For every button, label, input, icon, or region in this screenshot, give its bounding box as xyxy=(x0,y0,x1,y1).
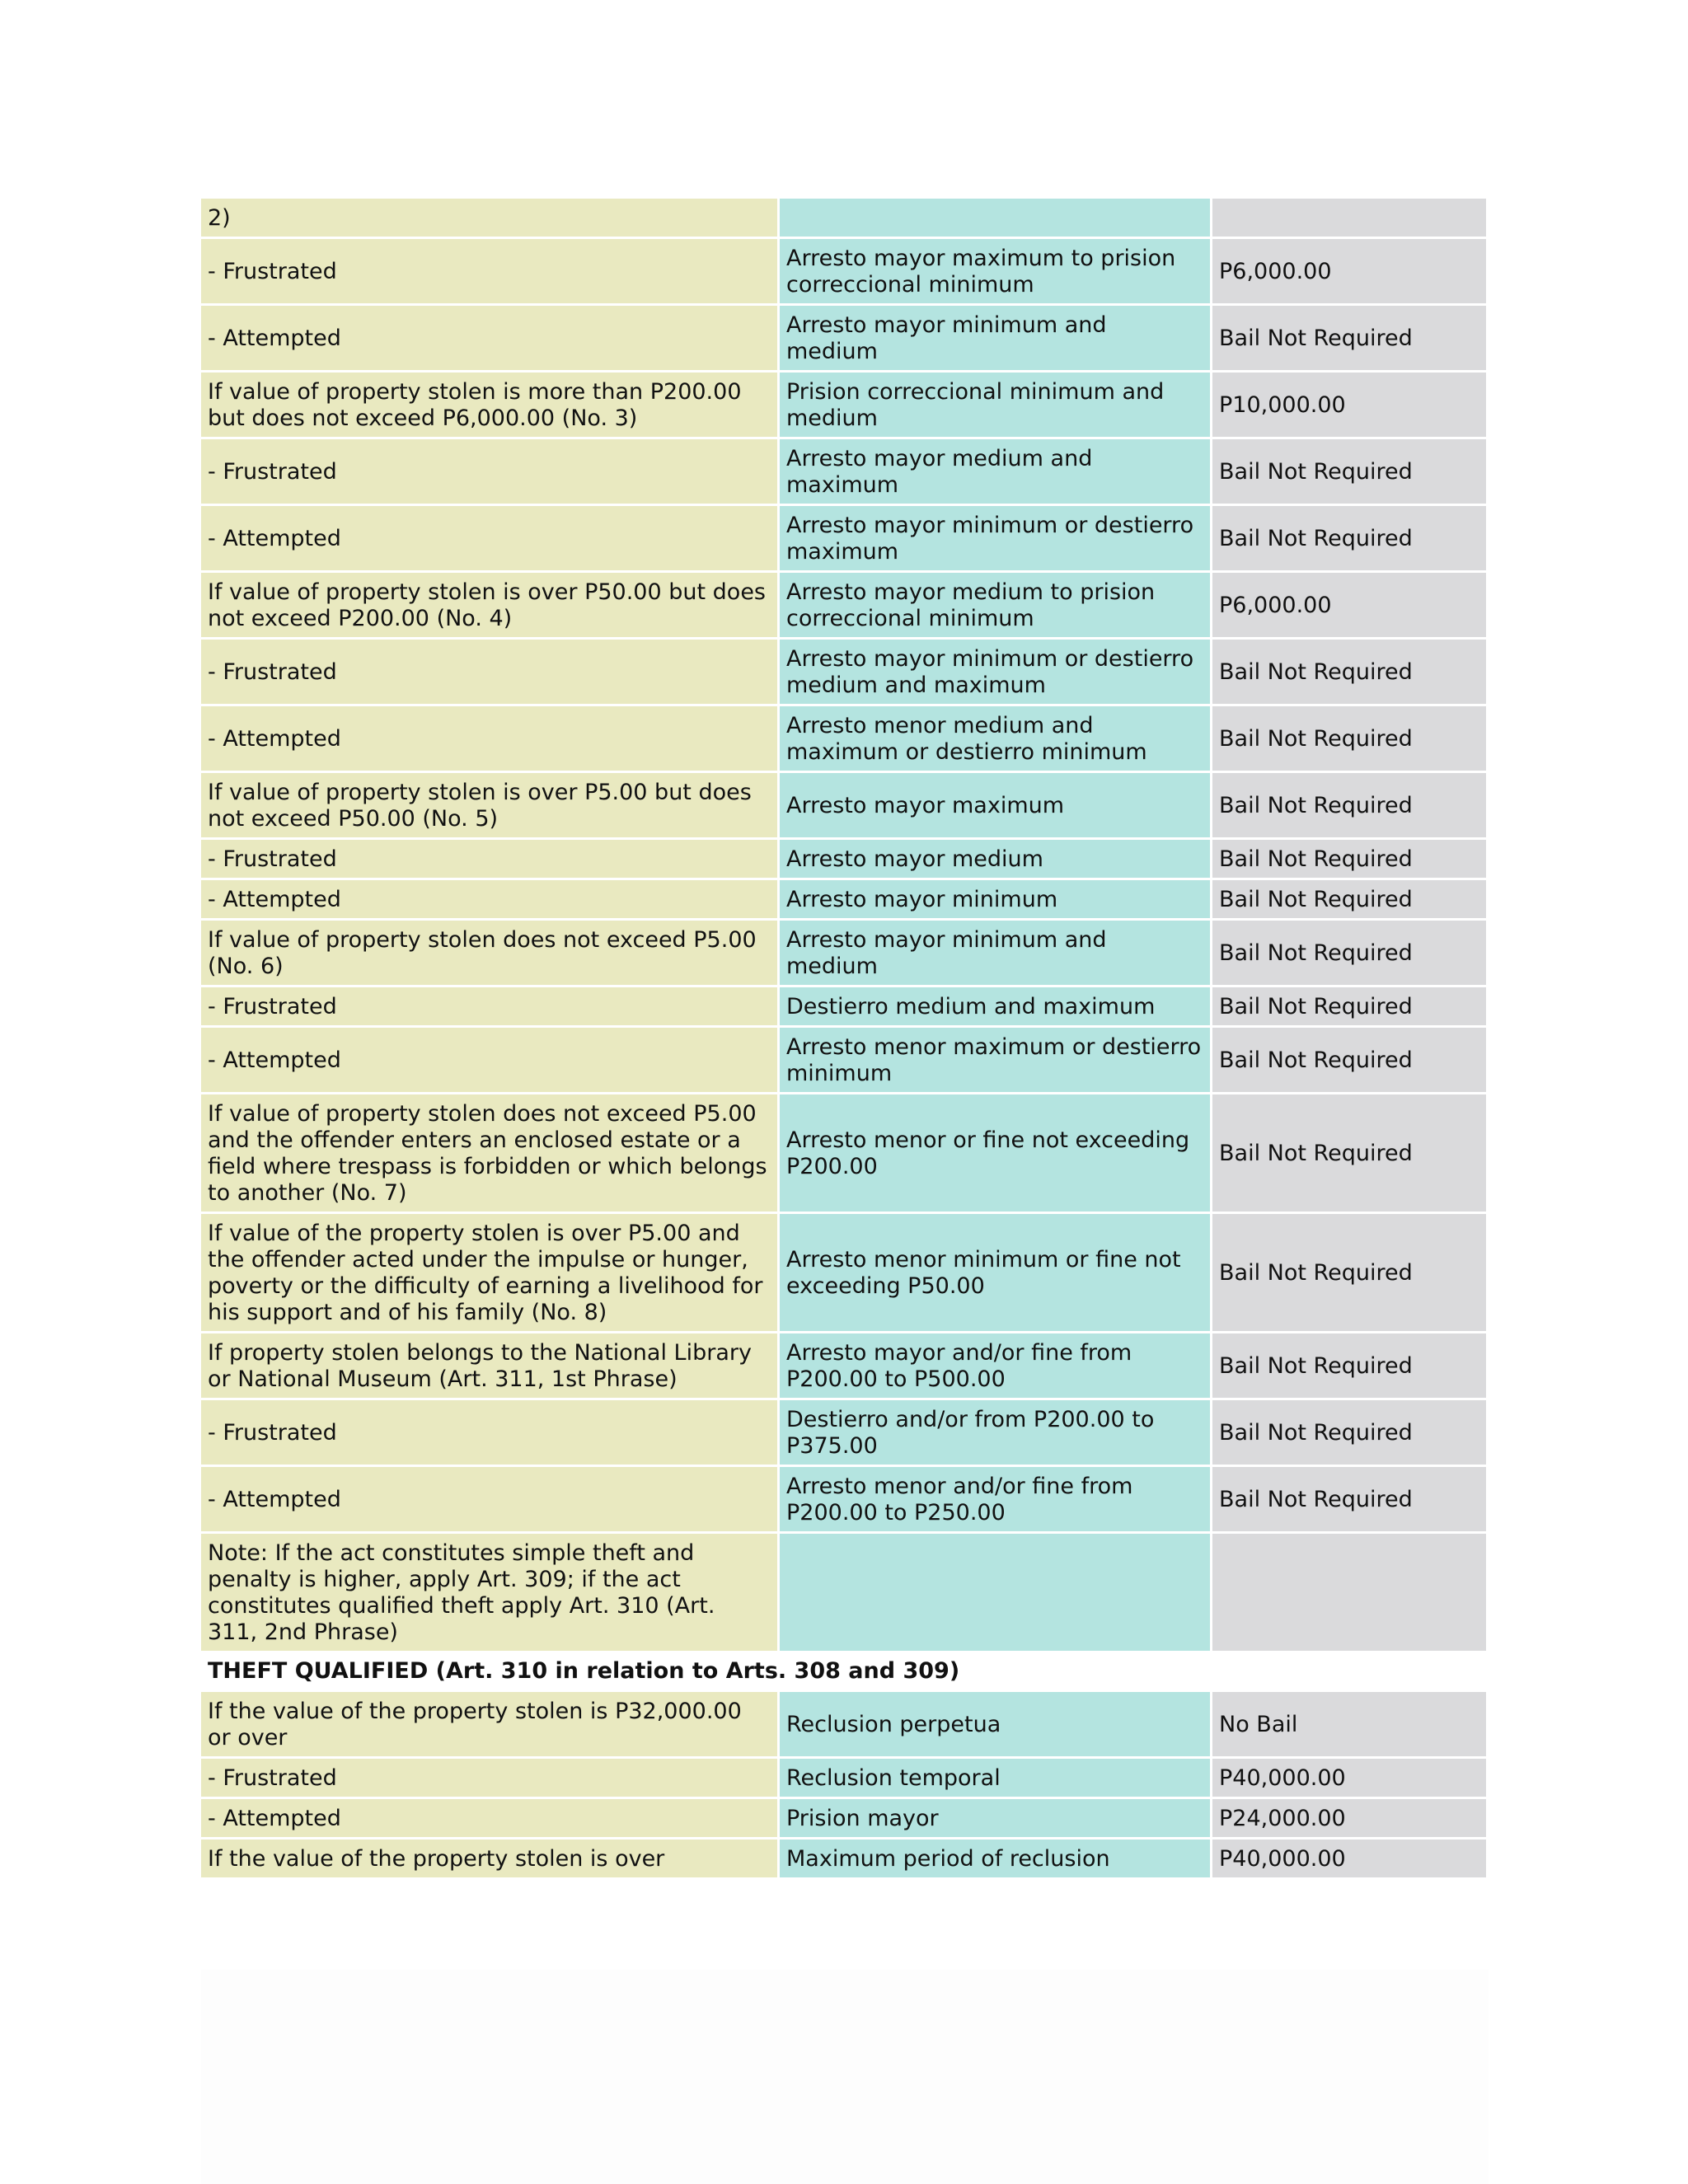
bail-cell: P6,000.00 xyxy=(1212,573,1486,637)
bail-cell: P24,000.00 xyxy=(1212,1799,1486,1837)
bail-schedule-table xyxy=(199,196,1489,1880)
penalty-cell: Arresto menor minimum or fine not exceeding P50.00 xyxy=(780,1214,1210,1331)
bail-cell: P6,000.00 xyxy=(1212,239,1486,303)
offense-cell: If value of the property stolen is over P5.00 and the offender acted under the impulse or hunger, poverty or the difficulty of earning a livelihood for his support and of his family (No. 8) xyxy=(201,1214,777,1331)
table-row xyxy=(201,706,1486,771)
offense-cell: 2) xyxy=(201,199,777,237)
penalty-cell: Maximum period of reclusion xyxy=(780,1840,1210,1877)
offense-cell: - Frustrated xyxy=(201,239,777,303)
bail-cell: Bail Not Required xyxy=(1212,1333,1486,1398)
table-row xyxy=(201,1028,1486,1092)
penalty-cell xyxy=(780,1534,1210,1651)
offense-cell: Note: If the act constitutes simple theft and penalty is higher, apply Art. 309; if the act constitutes qualified theft apply Art. 310 (Art. 311, 2nd Phrase) xyxy=(201,1534,777,1651)
bail-cell: Bail Not Required xyxy=(1212,1028,1486,1092)
penalty-cell: Destierro medium and maximum xyxy=(780,987,1210,1025)
table-row xyxy=(201,987,1486,1025)
offense-cell: - Frustrated xyxy=(201,1759,777,1797)
bail-cell: Bail Not Required xyxy=(1212,880,1486,918)
offense-cell: - Attempted xyxy=(201,1028,777,1092)
penalty-cell: Reclusion perpetua xyxy=(780,1692,1210,1756)
bail-cell: Bail Not Required xyxy=(1212,306,1486,370)
bail-cell xyxy=(1212,199,1486,237)
penalty-cell: Arresto menor maximum or destierro minimum xyxy=(780,1028,1210,1092)
bail-cell: Bail Not Required xyxy=(1212,506,1486,570)
table-row xyxy=(201,573,1486,637)
offense-cell: If property stolen belongs to the National Library or National Museum (Art. 311, 1st Phrase) xyxy=(201,1333,777,1398)
table-row xyxy=(201,1534,1486,1651)
penalty-cell: Arresto menor and/or fine from P200.00 to P250.00 xyxy=(780,1467,1210,1531)
offense-cell: - Frustrated xyxy=(201,987,777,1025)
offense-cell: If the value of the property stolen is P32,000.00 or over xyxy=(201,1692,777,1756)
page-bottom-area xyxy=(201,1970,1489,2184)
penalty-cell: Arresto mayor maximum xyxy=(780,773,1210,837)
offense-cell: - Attempted xyxy=(201,506,777,570)
penalty-cell: Arresto mayor maximum to prision correccional minimum xyxy=(780,239,1210,303)
bail-cell: Bail Not Required xyxy=(1212,921,1486,985)
table-row xyxy=(201,880,1486,918)
table-row xyxy=(201,239,1486,303)
table-row xyxy=(201,199,1486,237)
section-header-row xyxy=(201,1653,1486,1690)
offense-cell: - Frustrated xyxy=(201,1400,777,1465)
table-row xyxy=(201,640,1486,704)
penalty-cell xyxy=(780,199,1210,237)
bail-cell: No Bail xyxy=(1212,1692,1486,1756)
bail-cell: Bail Not Required xyxy=(1212,987,1486,1025)
offense-cell: If the value of the property stolen is over xyxy=(201,1840,777,1877)
table-row xyxy=(201,439,1486,504)
bail-cell: Bail Not Required xyxy=(1212,1214,1486,1331)
bail-cell: Bail Not Required xyxy=(1212,1094,1486,1212)
bail-cell: Bail Not Required xyxy=(1212,706,1486,771)
table-row xyxy=(201,1799,1486,1837)
bail-cell: Bail Not Required xyxy=(1212,439,1486,504)
penalty-cell: Arresto mayor medium and maximum xyxy=(780,439,1210,504)
bail-cell: P40,000.00 xyxy=(1212,1759,1486,1797)
offense-cell: - Frustrated xyxy=(201,840,777,878)
penalty-cell: Arresto mayor minimum or destierro medium and maximum xyxy=(780,640,1210,704)
bail-cell: Bail Not Required xyxy=(1212,773,1486,837)
offense-cell: If value of property stolen is over P50.00 but does not exceed P200.00 (No. 4) xyxy=(201,573,777,637)
offense-cell: - Frustrated xyxy=(201,439,777,504)
table-row xyxy=(201,1759,1486,1797)
penalty-cell: Arresto mayor minimum and medium xyxy=(780,921,1210,985)
bail-cell: P10,000.00 xyxy=(1212,373,1486,437)
offense-cell: If value of property stolen does not exceed P5.00 and the offender enters an enclosed estate or a field where trespass is forbidden or which belongs to another (No. 7) xyxy=(201,1094,777,1212)
table-row xyxy=(201,1692,1486,1756)
penalty-cell: Destierro and/or from P200.00 to P375.00 xyxy=(780,1400,1210,1465)
penalty-cell: Arresto mayor minimum or destierro maximum xyxy=(780,506,1210,570)
table-row xyxy=(201,1467,1486,1531)
bail-cell: Bail Not Required xyxy=(1212,640,1486,704)
table-body xyxy=(201,199,1486,1877)
offense-cell: If value of property stolen is more than P200.00 but does not exceed P6,000.00 (No. 3) xyxy=(201,373,777,437)
bail-schedule-table-container xyxy=(201,199,1489,1872)
table-row xyxy=(201,1333,1486,1398)
bail-cell xyxy=(1212,1534,1486,1651)
table-row xyxy=(201,306,1486,370)
table-row xyxy=(201,1214,1486,1331)
table-row xyxy=(201,1094,1486,1212)
penalty-cell: Arresto menor or fine not exceeding P200.00 xyxy=(780,1094,1210,1212)
penalty-cell: Arresto mayor medium to prision correccional minimum xyxy=(780,573,1210,637)
bail-cell: Bail Not Required xyxy=(1212,1467,1486,1531)
penalty-cell: Prision correccional minimum and medium xyxy=(780,373,1210,437)
penalty-cell: Arresto mayor minimum and medium xyxy=(780,306,1210,370)
offense-cell: - Attempted xyxy=(201,306,777,370)
table-row xyxy=(201,840,1486,878)
bail-cell: Bail Not Required xyxy=(1212,1400,1486,1465)
offense-cell: - Frustrated xyxy=(201,640,777,704)
penalty-cell: Prision mayor xyxy=(780,1799,1210,1837)
offense-cell: If value of property stolen does not exceed P5.00 (No. 6) xyxy=(201,921,777,985)
offense-cell: If value of property stolen is over P5.00 but does not exceed P50.00 (No. 5) xyxy=(201,773,777,837)
penalty-cell: Arresto mayor minimum xyxy=(780,880,1210,918)
penalty-cell: Arresto mayor medium xyxy=(780,840,1210,878)
section-title: THEFT QUALIFIED (Art. 310 in relation to Arts. 308 and 309) xyxy=(201,1653,1486,1690)
offense-cell: - Attempted xyxy=(201,1799,777,1837)
table-row xyxy=(201,921,1486,985)
offense-cell: - Attempted xyxy=(201,706,777,771)
table-row xyxy=(201,1840,1486,1877)
offense-cell: - Attempted xyxy=(201,1467,777,1531)
bail-cell: Bail Not Required xyxy=(1212,840,1486,878)
table-row xyxy=(201,773,1486,837)
table-row xyxy=(201,1400,1486,1465)
table-row xyxy=(201,373,1486,437)
offense-cell: - Attempted xyxy=(201,880,777,918)
table-row xyxy=(201,506,1486,570)
penalty-cell: Reclusion temporal xyxy=(780,1759,1210,1797)
penalty-cell: Arresto mayor and/or fine from P200.00 to P500.00 xyxy=(780,1333,1210,1398)
bail-cell: P40,000.00 xyxy=(1212,1840,1486,1877)
penalty-cell: Arresto menor medium and maximum or destierro minimum xyxy=(780,706,1210,771)
